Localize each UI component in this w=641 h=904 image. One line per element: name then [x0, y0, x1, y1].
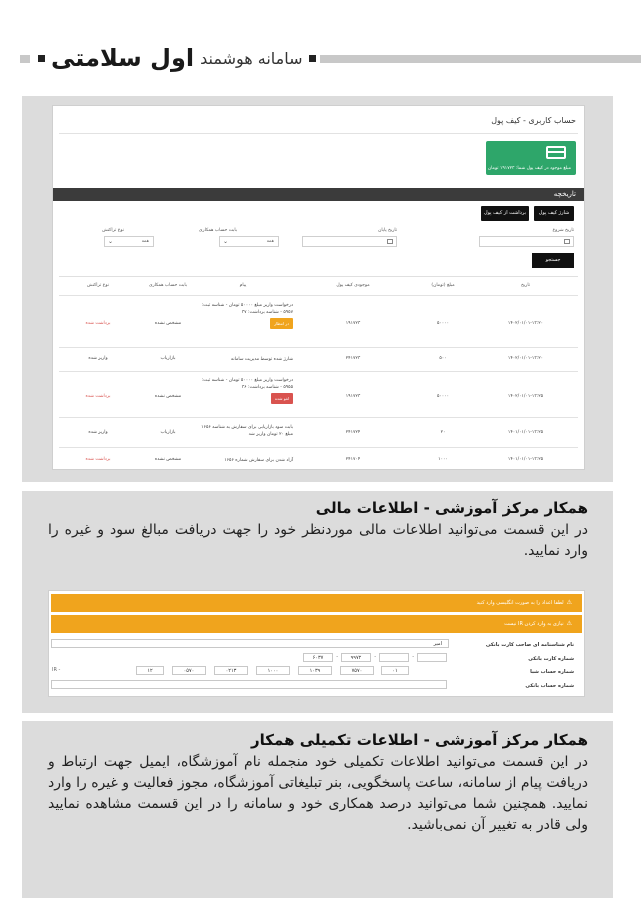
separator: -	[336, 654, 338, 660]
cell-collab: مشخص نشده	[154, 394, 182, 399]
column-header: پیام	[239, 283, 247, 288]
alert-english-digits	[51, 594, 582, 612]
cell-date: ۱۴۰۲/۰۱/۰۱-۱۳:۲۵	[507, 394, 544, 399]
end-date-label: تاریخ پایان	[378, 228, 397, 233]
cell-type: برداشت شده	[85, 321, 111, 326]
cell-date: ۱۴۰۲/۰۱/۰۱-۱۳:۲۰	[507, 321, 544, 326]
separator: -	[412, 654, 414, 660]
txn-type-select[interactable]	[104, 236, 154, 247]
cell-amount: ۵۰۰۰۰	[436, 321, 450, 326]
financial-section-body: در این قسمت می‌توانید اطلاعات مالی موردنظر خود را جهت دریافت مبالغ سود و غیره را وارد نمایید.	[48, 522, 588, 559]
txn-type-label: نوع تراکنش	[102, 228, 124, 233]
sheba-part[interactable]: ۰۵۷۰	[172, 666, 206, 675]
row-divider	[59, 447, 578, 448]
cell-balance: ۲۴۱۷۲۳	[345, 356, 361, 361]
row-divider	[59, 347, 578, 348]
account-number-input[interactable]	[51, 680, 447, 689]
cell-collab: مشخص نشده	[154, 457, 182, 462]
status-badge: لغو شده	[271, 393, 293, 404]
cell-balance: ۲۴۱۷۰۴	[345, 457, 361, 462]
sheba-prefix: IR -	[52, 667, 61, 673]
cell-message: آزاد شدن برای سفارش شماره ۱۶۵۶	[224, 458, 293, 463]
withdraw-wallet-button[interactable]: برداشت از کیف پول	[481, 206, 529, 221]
square-bullet-icon	[38, 55, 45, 62]
cell-balance: ۱۹۱۷۲۳	[345, 394, 361, 399]
calendar-icon	[387, 239, 393, 244]
row-divider	[59, 295, 578, 296]
message-text: درخواست واریز مبلغ ۵۰۰۰۰ تومان - شناسه ثبت: ۵۹۵۷ - شناسه برداشت: ۳۷	[201, 303, 293, 315]
account-number-label: شماره حساب بانکی	[525, 683, 574, 689]
chevron-down-icon: ⌄	[108, 238, 114, 245]
cell-message: شارژ شده توسط مدیریت سامانه	[230, 357, 293, 362]
start-date-label: تاریخ شروع	[552, 228, 574, 233]
cell-type: واریز شده	[88, 356, 108, 361]
sheba-part[interactable]: ۰۱	[381, 666, 409, 675]
sheba-part[interactable]: ۱۲	[136, 666, 164, 675]
row-divider	[59, 371, 578, 372]
cell-amount: ۲۰	[440, 430, 446, 435]
card-owner-label: نام شناسنامه ای صاحب کارت بانکی	[485, 642, 574, 648]
separator: -	[374, 654, 376, 660]
alert-text: نیازی به وارد کردن IR نیست	[504, 621, 564, 627]
header-bar-left	[20, 55, 30, 63]
column-header: بابت حساب همکاری	[148, 283, 188, 288]
cell-type: برداشت شده	[85, 457, 111, 462]
cell-message: بابت سود بازاریابی برای سفارش به شناسه ۱۶۵۶ مبلغ ۲۰ تومان واریز شد	[201, 425, 293, 437]
cell-amount: ۵۰۰	[439, 356, 447, 361]
page-title	[38, 40, 316, 76]
history-bar	[53, 188, 584, 201]
financial-form-screenshot	[48, 590, 585, 697]
wallet-balance-text: مبلغ موجود در کیف پول شما: ۱۹۱۷۲۳ تومان	[487, 166, 571, 171]
sheba-label: شماره حساب شبا	[530, 669, 574, 675]
cell-type: برداشت شده	[85, 394, 111, 399]
card-number-part[interactable]: ۹۹۷۲	[341, 653, 371, 662]
collab-filter-value: همه	[266, 238, 274, 244]
extra-section-body: در این قسمت می‌توانید اطلاعات تکمیلی خود منجمله نام آموزشگاه، ایمیل جهت ارتباط و دریافت پیام از سامانه، ساعت پاسخگویی، بنر تبلیغاتی آموزشگاه، مجوز فعالیت و غیره را وارد نمایید. همچنین شما می‌توانید درصد همکاری خود و سامانه را در این قسمت مشاهده نمایید ولی قادر به تغییر آن نمی‌باشید.	[48, 754, 588, 833]
wallet-page-title: حساب کاربری - کیف پول	[491, 116, 576, 125]
card-number-label: شماره کارت بانکی	[528, 656, 574, 662]
cell-type: واریز شده	[88, 430, 108, 435]
sheba-part[interactable]: ۱۰۳۹	[298, 666, 332, 675]
cell-amount: ۱۰۰۰	[438, 457, 448, 462]
credit-card-icon	[546, 146, 566, 159]
charge-wallet-button[interactable]: شارژ کیف پول	[534, 206, 574, 221]
page-title-light: سامانه هوشمند	[200, 48, 303, 68]
page-header	[20, 40, 641, 76]
transactions-table	[59, 276, 578, 470]
cell-date: ۱۴۰۱/۰۱/۰۱-۱۳:۲۵	[507, 430, 544, 435]
warning-icon: ⚠	[566, 620, 572, 627]
cell-balance: ۲۴۱۷۲۴	[345, 430, 361, 435]
cell-collab: مشخص نشده	[154, 321, 182, 326]
end-date-input[interactable]	[302, 236, 397, 247]
column-header: نوع تراکنش	[87, 283, 109, 288]
row-divider	[59, 417, 578, 418]
sheba-part[interactable]: ۷۵۷۰	[340, 666, 374, 675]
cell-date: ۱۴۰۱/۰۱/۰۱-۱۳:۲۵	[507, 457, 544, 462]
cell-collab: بازاریاب	[160, 356, 176, 361]
sheba-part[interactable]: ۰۲۱۳	[214, 666, 248, 675]
alert-no-ir	[51, 615, 582, 633]
calendar-icon	[564, 239, 570, 244]
alert-text: لطفا اعداد را به صورت انگلیسی وارد کنید	[476, 600, 564, 606]
chevron-down-icon: ⌄	[223, 238, 229, 245]
square-bullet-icon	[309, 55, 316, 62]
cell-collab: بازاریاب	[160, 430, 176, 435]
extra-section-text	[48, 731, 588, 836]
txn-type-value: همه	[141, 238, 149, 244]
financial-section-text	[48, 499, 588, 562]
divider	[59, 133, 578, 134]
cell-message	[198, 302, 293, 329]
wallet-balance-card	[486, 141, 576, 175]
column-header: مبلغ (تومان)	[431, 283, 455, 288]
column-header: موجودی کیف پول	[336, 283, 370, 288]
cell-message	[198, 377, 293, 404]
cell-balance: ۱۹۱۷۲۳	[345, 321, 361, 326]
header-bar-right	[320, 55, 641, 63]
collab-filter-label: بابت حساب همکاری	[198, 228, 237, 233]
sheba-part[interactable]: ۱۰۰۰	[256, 666, 290, 675]
card-number-part[interactable]: ۶۰۳۷	[303, 653, 333, 662]
card-owner-input[interactable]: امیر	[51, 639, 449, 648]
collab-filter-select[interactable]	[219, 236, 279, 247]
cell-date: ۱۴۰۲/۰۱/۰۱-۱۳:۲۰	[507, 356, 544, 361]
card-number-part[interactable]	[417, 653, 447, 662]
column-header: تاریخ	[521, 283, 530, 288]
cell-amount: ۵۰۰۰۰	[436, 394, 450, 399]
page-title-bold: اول سلامتی	[51, 44, 195, 72]
warning-icon: ⚠	[566, 599, 572, 606]
financial-section-heading: همکار مرکز آموزشی - اطلاعات مالی	[315, 499, 588, 517]
history-label: تاریخچه	[553, 190, 576, 198]
status-badge: در انتظار	[270, 318, 293, 329]
wallet-screenshot	[52, 105, 585, 470]
card-number-part[interactable]	[379, 653, 409, 662]
message-text: درخواست واریز مبلغ ۵۰۰۰۰ تومان - شناسه ثبت: ۵۹۵۵ - شناسه برداشت: ۳۶	[201, 378, 293, 390]
search-button[interactable]: جستجو	[532, 253, 574, 268]
start-date-input[interactable]	[479, 236, 574, 247]
extra-section-heading: همکار مرکز آموزشی - اطلاعات تکمیلی همکار	[251, 731, 588, 749]
